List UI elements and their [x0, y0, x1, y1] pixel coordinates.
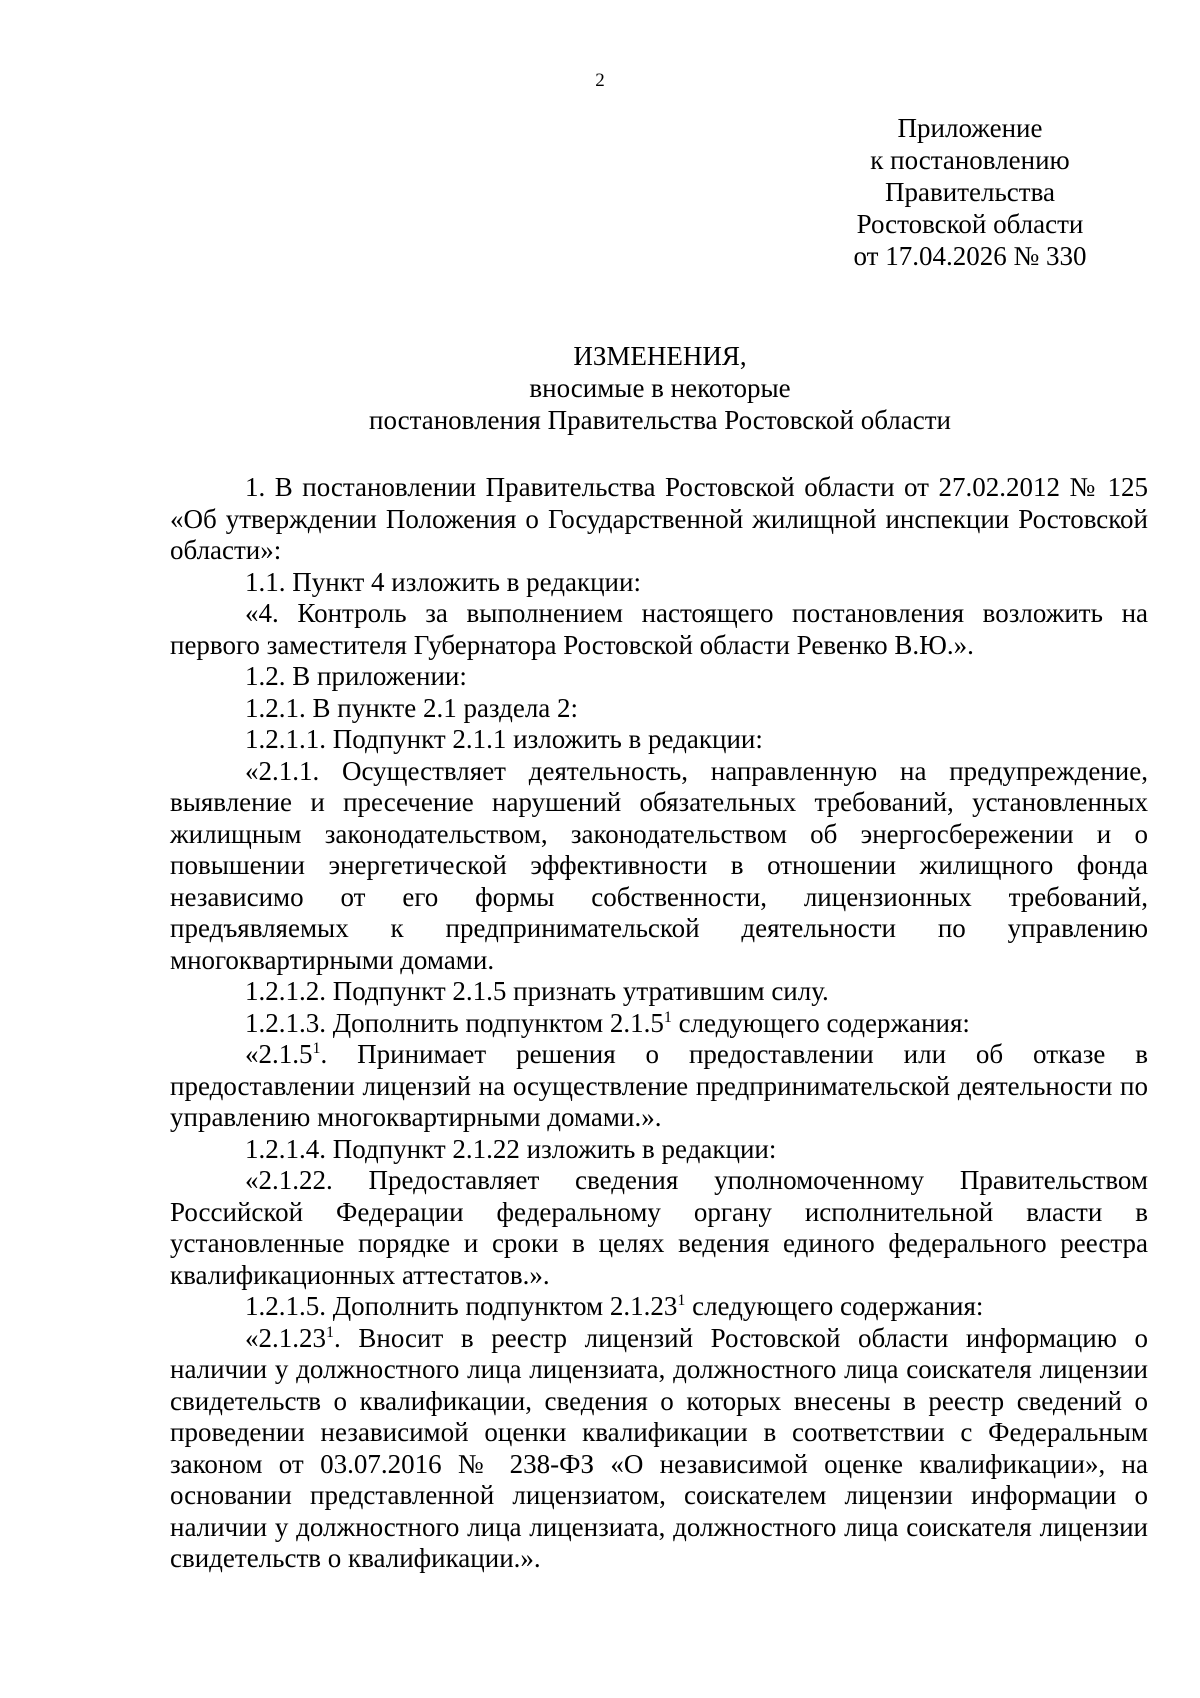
paragraph [170, 1039, 1148, 1134]
superscript: 1 [326, 1323, 334, 1341]
paragraph: 1.2.1.4. Подпункт 2.1.22 изложить в редакции: [245, 1133, 777, 1164]
superscript: 1 [677, 1292, 686, 1309]
paragraph: 1.2.1.1. Подпункт 2.1.1 изложить в редакции: [245, 724, 763, 754]
paragraph: 1.2. В приложении: [245, 661, 467, 691]
appendix-line: Ростовской области [856, 209, 1084, 239]
document-subtitle: постановления Правительства Ростовской области [369, 405, 951, 435]
appendix-line: к постановлению [870, 145, 1070, 175]
paragraph-text: «2.1.5 [245, 1039, 313, 1069]
document-title: ИЗМЕНЕНИЯ, [573, 341, 747, 371]
document-body [170, 472, 1148, 1575]
document-subtitle: вносимые в некоторые [529, 373, 791, 403]
paragraph-text: «2.1.23 [245, 1322, 326, 1353]
paragraph: 1.1. Пункт 4 изложить в редакции: [245, 566, 641, 597]
appendix-line: Правительства [885, 177, 1055, 207]
paragraph: 1.2.1.2. Подпункт 2.1.5 признать утратившим силу. [245, 976, 829, 1006]
paragraph: «2.1.22. Предоставляет сведения уполномоченному Правительством Российской Федерации федеральному органу исполнительной власти в установленные порядке и сроки в целях ведения единого федерального реестра квалификационных аттестатов.». [170, 1165, 1148, 1290]
paragraph: 1.2.1. В пункте 2.1 раздела 2: [245, 692, 579, 723]
paragraph: «2.1.1. Осуществляет деятельность, направленную на предупреждение, выявление и пресечение нарушений обязательных требований, установленных жилищным законодательством, законодательством об энергосбережении и о повышении энергетической эффективности в отношении жилищного фонда независимо от его формы собственности, лицензионных требований, предъявляемых к предпринимательской деятельности по управлению многоквартирными домами. [170, 755, 1148, 975]
paragraph-text: . Принимает решения о предоставлении или об отказе в предоставлении лицензий на осуществление предпринимательской деятельности по управлению многоквартирными домами.». [170, 1039, 1148, 1132]
paragraph [170, 1291, 1148, 1323]
paragraph-text: . Вносит в реестр лицензий Ростовской области информацию о наличии у должностного лица лицензиата, должностного лица соискателя лицензии свидетельств о квалификации, сведения о которых внесены в реестр сведений о проведении независимой оценки квалификации в соответствии с Федеральным законом от 03.07.2016 № 238-ФЗ «О независимой оценке квалификации», на основании представленной лицензиатом, соискателем лицензии информации о наличии у должностного лица лицензиата, должностного лица соискателя лицензии свидетельств о квалификации.». [170, 1322, 1148, 1573]
page-number: 2 [595, 70, 605, 91]
appendix-header [780, 112, 1160, 272]
paragraph-text: следующего содержания: [671, 1007, 970, 1038]
paragraph [170, 1323, 1148, 1575]
paragraph-text: следующего содержания: [685, 1291, 984, 1321]
paragraph-text: 1.2.1.5. Дополнить подпунктом 2.1.23 [245, 1291, 678, 1321]
appendix-line: Приложение [897, 113, 1043, 143]
paragraph-text: 1.2.1.3. Дополнить подпунктом 2.1.5 [245, 1007, 664, 1038]
paragraph: «4. Контроль за выполнением настоящего постановления возложить на первого заместителя Губернатора Ростовской области Ревенко В.Ю.». [170, 598, 1148, 660]
superscript: 1 [312, 1040, 321, 1057]
superscript: 1 [663, 1008, 672, 1026]
paragraph: 1. В постановлении Правительства Ростовской области от 27.02.2012 № 125 «Об утверждении Положения о Государственной жилищной инспекции Ростовской области»: [170, 472, 1148, 565]
appendix-date-number: от 17.04.2026 № 330 [853, 241, 1087, 271]
paragraph [170, 1008, 1148, 1040]
document-title-block [170, 340, 1150, 436]
